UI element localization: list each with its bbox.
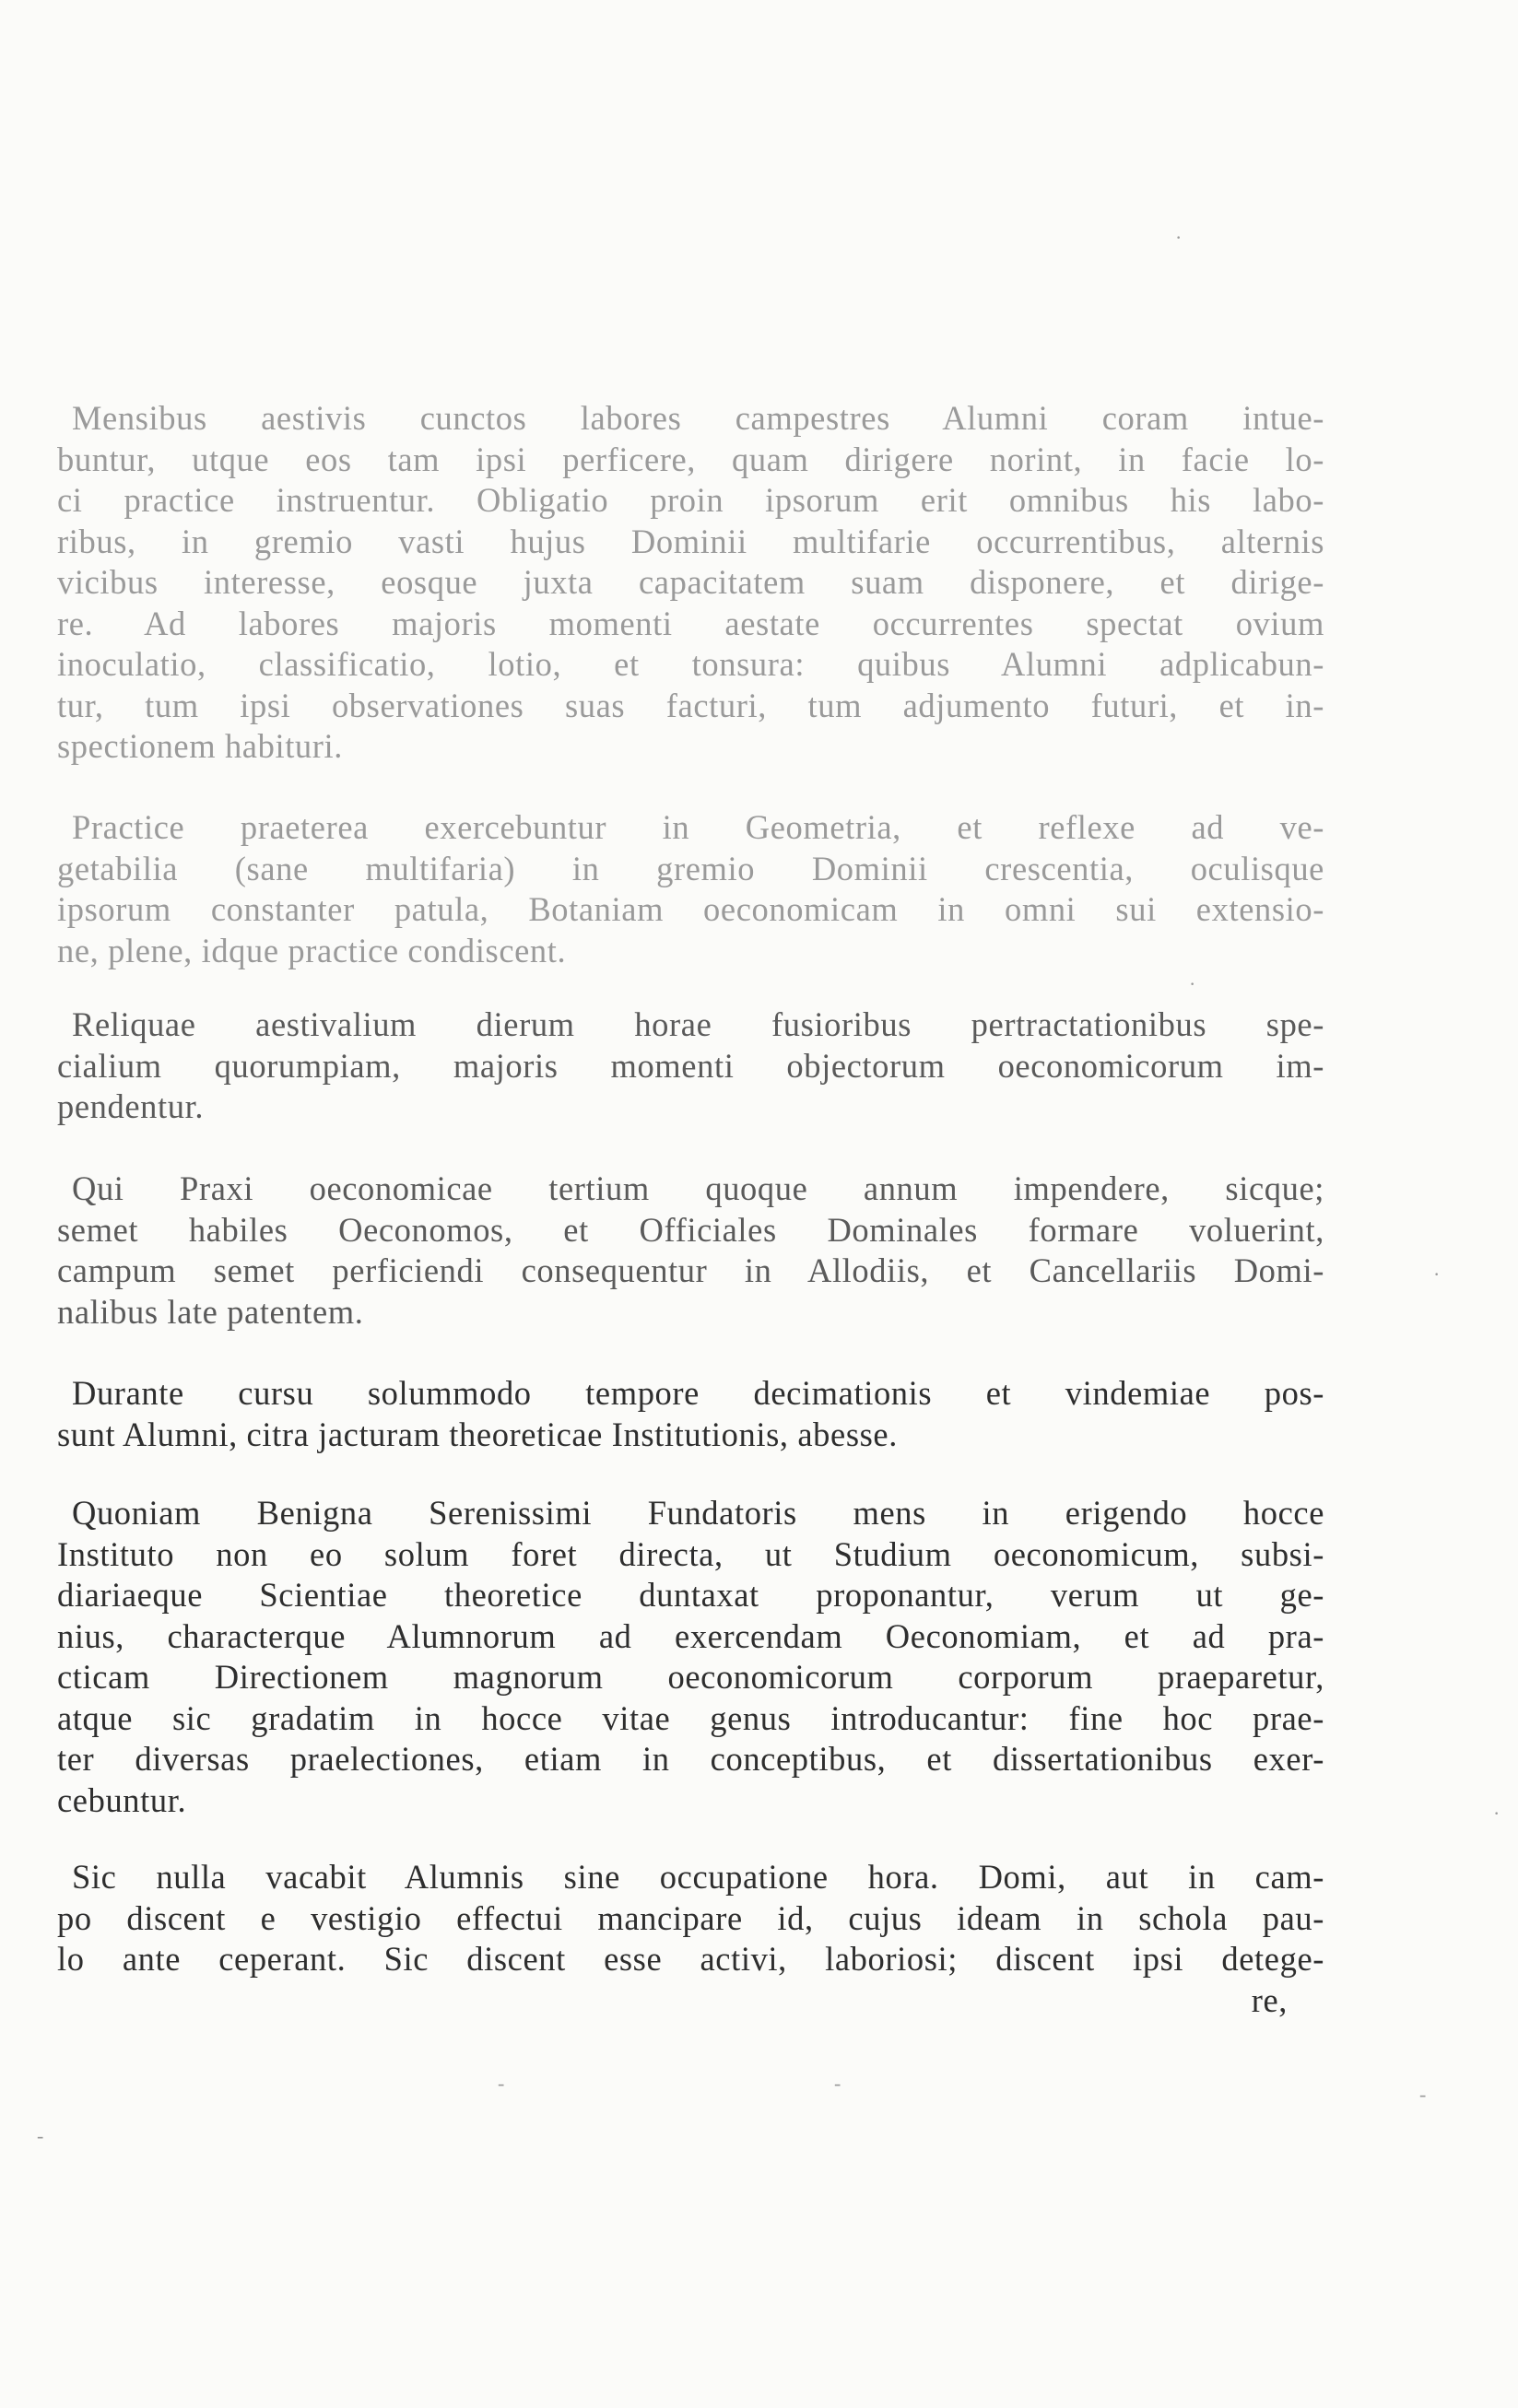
paragraph-line: vicibus interesse, eosque juxta capacitatem suam disponere, et dirige- [57, 563, 1324, 601]
paragraph-line: atque sic gradatim in hocce vitae genus introducantur: fine hoc prae- [57, 1698, 1324, 1737]
paragraph-6 [57, 1493, 1324, 1821]
paragraph-line: campum semet perficiendi consequentur in Allodiis, et Cancellariis Domi- [57, 1251, 1324, 1289]
paragraph-2 [57, 807, 1324, 971]
paragraph-line: inoculatio, classificatio, lotio, et tonsura: quibus Alumni adplicabun- [57, 645, 1324, 683]
paragraph-5 [57, 1373, 1324, 1455]
paragraph-line: lo ante ceperant. Sic discent esse activi, laboriosi; discent ipsi detege- [57, 1940, 1324, 1978]
stray-mark: · [1493, 1802, 1500, 1825]
paragraph-line: ipsorum constanter patula, Botaniam oeconomicam in omni sui extensio- [57, 890, 1324, 928]
paragraph-line: sunt Alumni, citra jacturam theoreticae Institutionis, abesse. [57, 1415, 898, 1453]
paragraph-line: Mensibus aestivis cunctos labores campestres Alumni coram intue- [72, 399, 1324, 437]
paragraph-line: nalibus late patentem. [57, 1292, 364, 1331]
paragraph-7 [57, 1857, 1324, 2021]
paragraph-line: ribus, in gremio vasti hujus Dominii multifarie occurrentibus, alternis [57, 522, 1324, 560]
paragraph-line: Reliquae aestivalium dierum horae fusioribus pertractationibus spe- [72, 1005, 1324, 1043]
paragraph-line: re. Ad labores majoris momenti aestate occurrentes spectat ovium [57, 604, 1324, 642]
paragraph-line: ne, plene, idque practice condiscent. [57, 931, 567, 969]
paragraph-line: diariaeque Scientiae theoretice duntaxat proponantur, verum ut ge- [57, 1576, 1324, 1614]
paragraph-line: cticam Directionem magnorum oeconomicorum corporum praeparetur, [57, 1658, 1324, 1696]
paragraph-1 [57, 398, 1324, 768]
stray-mark: - [37, 2124, 44, 2147]
paragraph-line: Instituto non eo solum foret directa, ut Studium oeconomicum, subsi- [57, 1534, 1324, 1573]
paragraph-line: Practice praeterea exercebuntur in Geometria, et reflexe ad ve- [72, 808, 1324, 846]
stray-mark: · [1175, 226, 1183, 249]
paragraph-line: ci practice instruentur. Obligatio proin ipsorum erit omnibus his labo- [57, 481, 1324, 519]
paragraph-line: Durante cursu solummodo tempore decimationis et vindemiae pos- [72, 1374, 1324, 1412]
stray-mark: · [1189, 972, 1196, 995]
paragraph-line: semet habiles Oeconomos, et Officiales Dominales formare voluerint, [57, 1210, 1324, 1249]
paragraph-line: getabilia (sane multifaria) in gremio Dominii crescentia, oculisque [57, 849, 1324, 887]
paragraph-line: spectionem habituri. [57, 727, 344, 765]
paragraph-line: Quoniam Benigna Serenissimi Fundatoris mens in erigendo hocce [72, 1494, 1324, 1532]
stray-mark: - [1419, 2083, 1427, 2106]
paragraph-line: nius, characterque Alumnorum ad exercendam Oeconomiam, et ad pra- [57, 1616, 1324, 1655]
paragraph-line: ter diversas praelectiones, etiam in conceptibus, et dissertationibus exer- [57, 1740, 1324, 1778]
stray-mark: · [1433, 1263, 1441, 1286]
stray-mark: - [498, 2072, 505, 2095]
catchword: re, [1251, 1980, 1288, 2019]
paragraph-line: tur, tum ipsi observationes suas facturi, tum adjumento futuri, et in- [57, 686, 1324, 724]
paragraph-line: Sic nulla vacabit Alumnis sine occupatione hora. Domi, aut in cam- [72, 1858, 1324, 1896]
paragraph-4 [57, 1169, 1324, 1333]
paragraph-line: Qui Praxi oeconomicae tertium quoque annum impendere, sicque; [72, 1169, 1324, 1207]
paragraph-line: cialium quorumpiam, majoris momenti objectorum oeconomicorum im- [57, 1046, 1324, 1085]
paragraph-line: po discent e vestigio effectui mancipare id, cujus ideam in schola pau- [57, 1898, 1324, 1937]
paragraph-line: buntur, utque eos tam ipsi perficere, quam dirigere norint, in facie lo- [57, 440, 1324, 478]
paragraph-3 [57, 1004, 1324, 1128]
paragraph-line: pendentur. [57, 1087, 205, 1125]
paragraph-line: cebuntur. [57, 1780, 187, 1819]
stray-mark: - [834, 2072, 841, 2095]
